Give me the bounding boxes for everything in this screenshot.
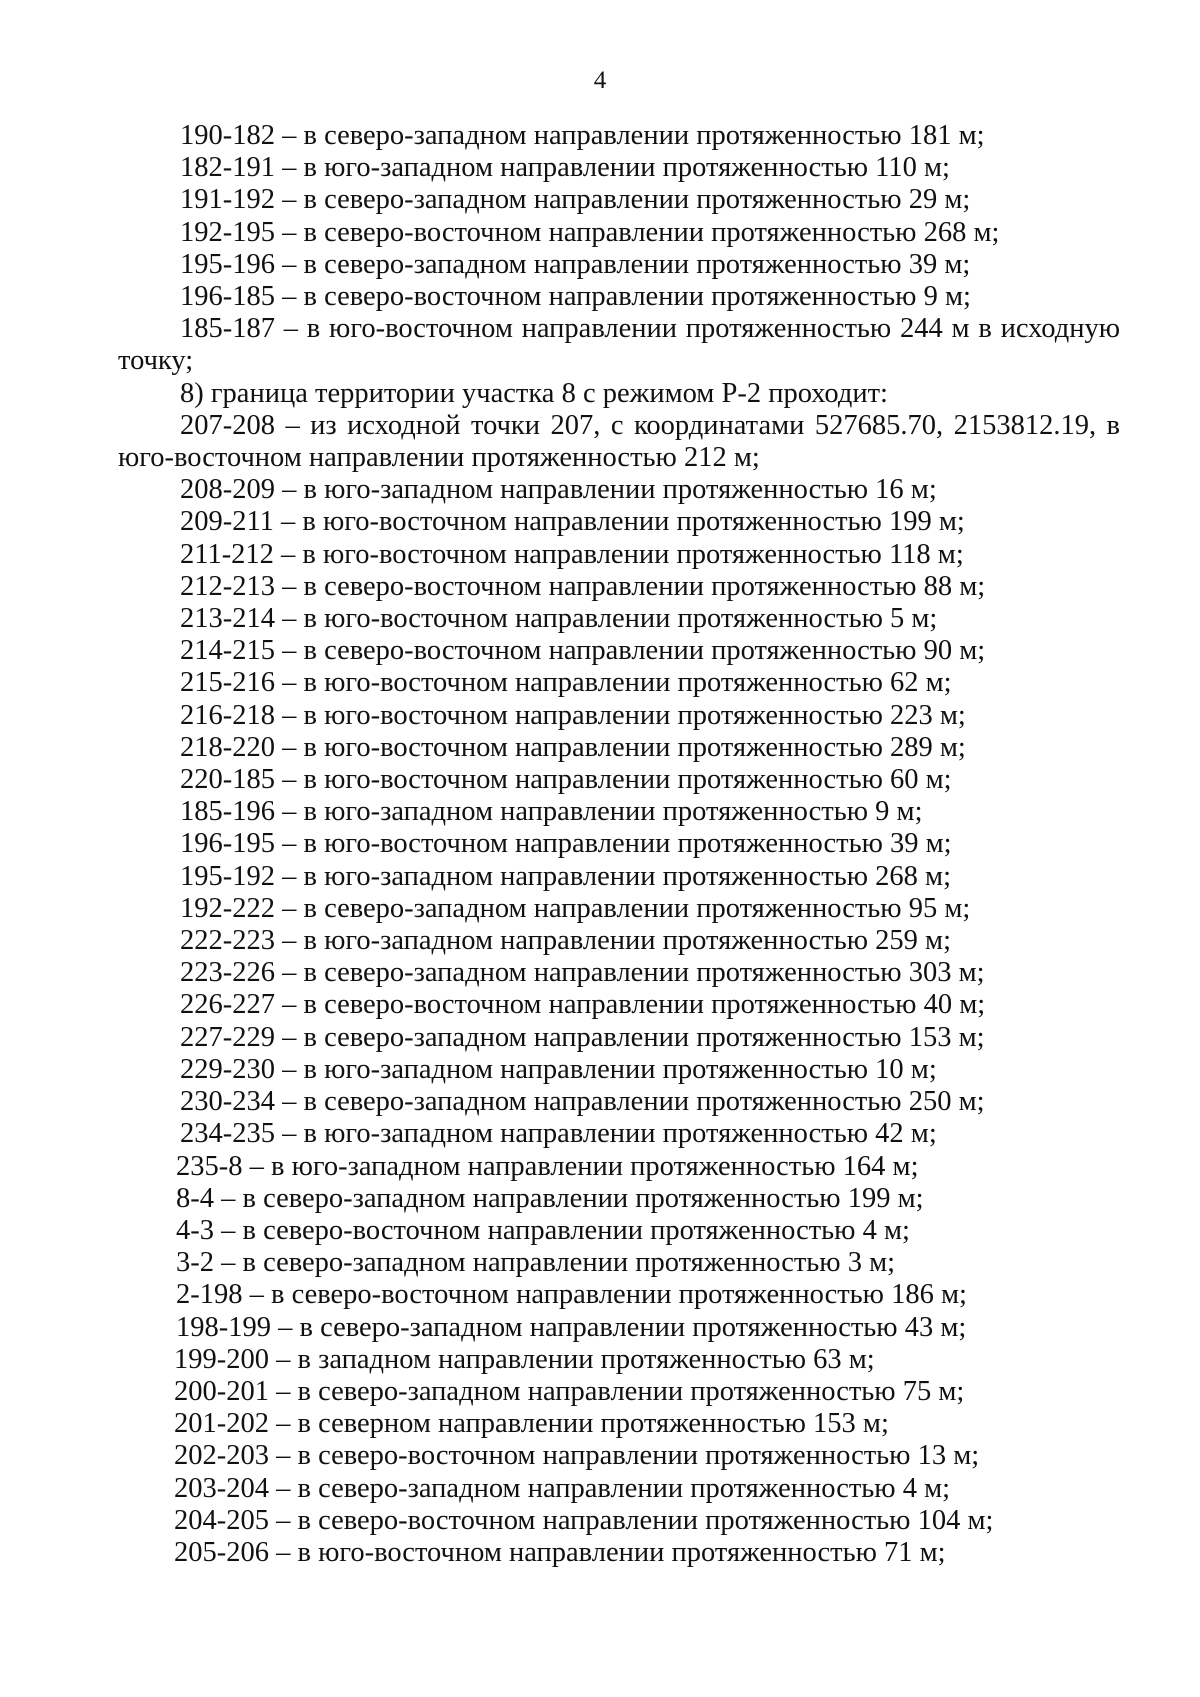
boundary-segment: 227-229 – в северо-западном направлении протяженностью 153 м; [180,1021,985,1053]
boundary-segment: 208-209 – в юго-западном направлении протяженностью 16 м; [180,474,937,506]
page-number: 4 [593,67,607,94]
boundary-segment: 230-234 – в северо-западном направлении протяженностью 250 м; [180,1086,985,1118]
boundary-segment: 212-213 – в северо-восточном направлении протяженностью 88 м; [180,570,986,602]
boundary-segment: 213-214 – в юго-восточном направлении протяженностью 5 м; [180,603,938,635]
boundary-segment: 195-192 – в юго-западном направлении протяженностью 268 м; [180,860,951,892]
boundary-segment: 185-196 – в юго-западном направлении протяженностью 9 м; [180,796,923,828]
boundary-segment: 216-218 – в юго-восточном направлении протяженностью 223 м; [180,699,966,731]
boundary-segment: 223-226 – в северо-западном направлении протяженностью 303 м; [180,957,985,989]
boundary-segment: 222-223 – в юго-западном направлении протяженностью 259 м; [180,925,951,957]
boundary-segment: 229-230 – в юго-западном направлении протяженностью 10 м; [180,1053,937,1085]
boundary-segment: 199-200 – в западном направлении протяженностью 63 м; [174,1343,875,1375]
boundary-segment: 191-192 – в северо-западном направлении протяженностью 29 м; [180,184,971,216]
boundary-segment: 196-185 – в северо-восточном направлении протяженностью 9 м; [180,281,971,313]
boundary-segment: 182-191 – в юго-западном направлении протяженностью 110 м; [180,152,950,184]
boundary-segment: 190-182 – в северо-западном направлении протяженностью 181 м; [180,120,985,151]
boundary-segment-start: 207-208 – из исходной точки 207, с координатами 527685.70, 2153812.19, в юго-восточном направлении протяженностью 212 м; [118,409,1120,474]
boundary-segment: 220-185 – в юго-восточном направлении протяженностью 60 м; [180,764,952,796]
boundary-segment: 205-206 – в юго-восточном направлении протяженностью 71 м; [174,1536,946,1568]
boundary-segment: 215-216 – в юго-восточном направлении протяженностью 62 м; [180,667,952,699]
boundary-segment: 226-227 – в северо-восточном направлении протяженностью 40 м; [180,989,986,1021]
boundary-segment: 209-211 – в юго-восточном направлении протяженностью 199 м; [180,506,965,538]
boundary-segment: 196-195 – в юго-восточном направлении протяженностью 39 м; [180,828,952,860]
boundary-segment: 211-212 – в юго-восточном направлении протяженностью 118 м; [180,538,964,570]
boundary-segment: 214-215 – в северо-восточном направлении протяженностью 90 м; [180,635,986,667]
document-body [118,120,1120,1569]
section-heading: 8) граница территории участка 8 с режимом Р-2 проходит: [180,377,888,409]
boundary-segment: 4-3 – в северо-восточном направлении протяженностью 4 м; [176,1214,910,1246]
boundary-segment: 204-205 – в северо-восточном направлении протяженностью 104 м; [174,1504,994,1536]
boundary-segment: 8-4 – в северо-западном направлении протяженностью 199 м; [176,1182,924,1214]
boundary-segment: 235-8 – в юго-западном направлении протяженностью 164 м; [176,1150,919,1182]
boundary-segment: 203-204 – в северо-западном направлении протяженностью 4 м; [174,1472,951,1504]
boundary-segment: 234-235 – в юго-западном направлении протяженностью 42 м; [180,1118,937,1150]
boundary-segment: 201-202 – в северном направлении протяженностью 153 м; [174,1408,889,1440]
boundary-segment: 198-199 – в северо-западном направлении протяженностью 43 м; [176,1311,967,1343]
boundary-segment: 195-196 – в северо-западном направлении протяженностью 39 м; [180,248,971,280]
boundary-segment: 202-203 – в северо-восточном направлении протяженностью 13 м; [174,1440,980,1472]
boundary-segment: 218-220 – в юго-восточном направлении протяженностью 289 м; [180,731,966,763]
boundary-segment: 3-2 – в северо-западном направлении протяженностью 3 м; [176,1247,896,1279]
boundary-segment: 2-198 – в северо-восточном направлении протяженностью 186 м; [176,1279,967,1311]
boundary-segment: 200-201 – в северо-западном направлении протяженностью 75 м; [174,1375,965,1407]
boundary-segment: 192-195 – в северо-восточном направлении протяженностью 268 м; [180,216,1000,248]
boundary-segment: 185-187 – в юго-восточном направлении протяженностью 244 м в исходную точку; [118,313,1120,377]
boundary-segment: 192-222 – в северо-западном направлении протяженностью 95 м; [180,892,971,924]
